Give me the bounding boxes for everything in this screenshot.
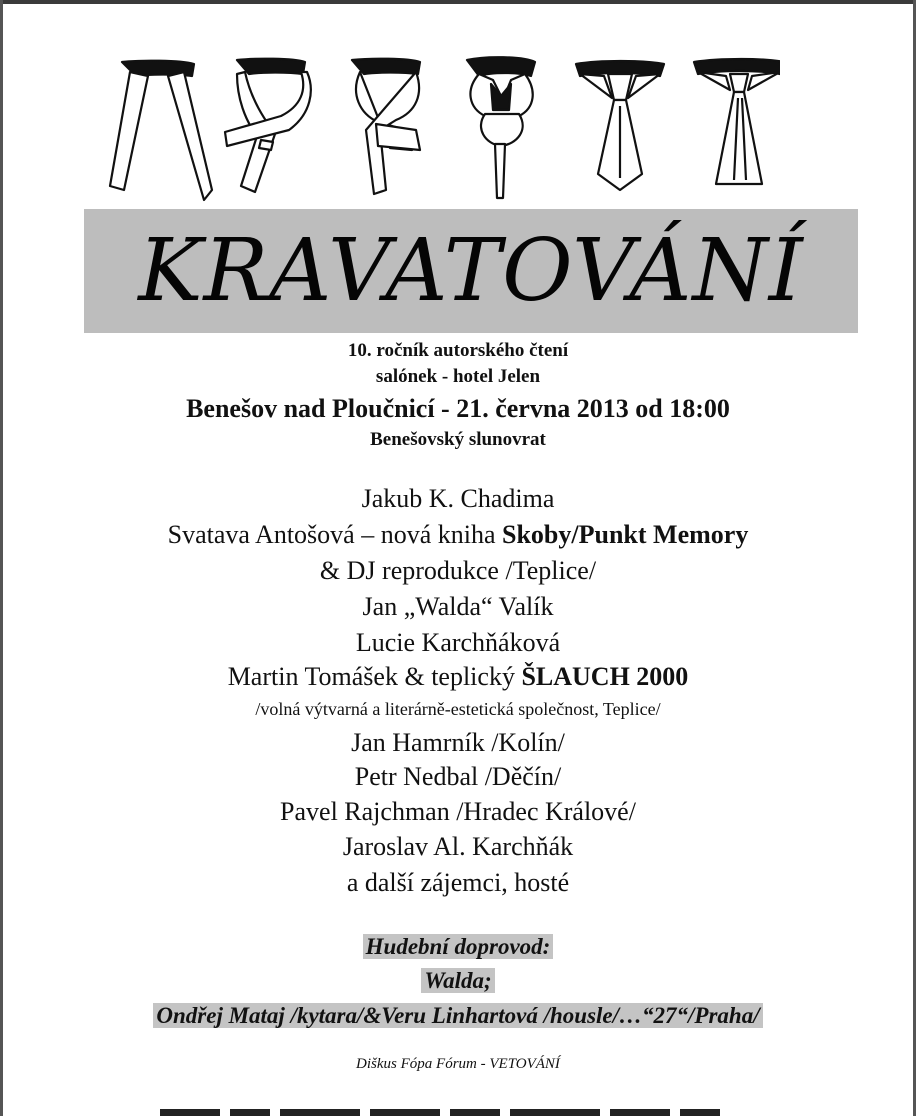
tie-step-3-icon bbox=[352, 59, 420, 194]
top-edge bbox=[0, 0, 916, 4]
performer-6 bbox=[0, 662, 916, 692]
performer-1: Jakub K. Chadima bbox=[361, 484, 555, 513]
edition-line: 10. ročník autorského čtení bbox=[347, 340, 569, 361]
performer-3: & DJ reprodukce /Teplice/ bbox=[319, 556, 597, 585]
music-heading-text: Hudební doprovod: bbox=[363, 934, 554, 959]
cut-off-text-row bbox=[160, 1106, 720, 1116]
music-line-1-text: Walda; bbox=[421, 968, 494, 993]
tie-step-5-icon bbox=[576, 61, 664, 190]
performer-9: Pavel Rajchman /Hradec Králové/ bbox=[280, 797, 636, 826]
poster-title: KRAVATOVÁNÍ bbox=[138, 221, 804, 321]
tie-step-4-icon bbox=[467, 57, 535, 198]
performer-7: Jan Hamrník /Kolín/ bbox=[351, 728, 565, 757]
tie-step-1-icon bbox=[110, 61, 212, 200]
performer-2-book: Skoby/Punkt Memory bbox=[502, 520, 749, 549]
music-line-1 bbox=[0, 968, 916, 994]
performer-10: Jaroslav Al. Karchňák bbox=[342, 832, 574, 861]
tie-step-2-icon bbox=[225, 59, 311, 192]
performer-6-name: Martin Tomášek & teplický bbox=[227, 662, 522, 691]
music-heading bbox=[0, 934, 916, 960]
tie-knot-steps-illustration bbox=[100, 50, 780, 210]
performer-6-group: ŠLAUCH 2000 bbox=[521, 662, 689, 691]
performer-4: Jan „Walda“ Valík bbox=[362, 592, 554, 621]
performer-6-note: /volná výtvarná a literárně-estetická společnost, Teplice/ bbox=[255, 699, 661, 719]
music-line-2-text: Ondřej Mataj /kytara/&Veru Linhartová /housle/…“27“/Praha/ bbox=[153, 1003, 762, 1028]
performer-8: Petr Nedbal /Děčín/ bbox=[354, 762, 562, 791]
footer-text: Diškus Fópa Fórum - VETOVÁNÍ bbox=[356, 1056, 560, 1072]
performer-2-name: Svatava Antošová – nová kniha bbox=[167, 520, 503, 549]
event-name-line: Benešovský slunovrat bbox=[370, 429, 546, 450]
performer-5: Lucie Karchňáková bbox=[355, 628, 561, 657]
music-line-2 bbox=[0, 1003, 916, 1029]
performer-2 bbox=[0, 520, 916, 550]
performer-11: a další zájemci, hosté bbox=[346, 868, 570, 897]
tie-step-6-icon bbox=[694, 59, 780, 184]
venue-line: salónek - hotel Jelen bbox=[375, 366, 541, 387]
location-date-line: Benešov nad Ploučnicí - 21. června 2013 od 18:00 bbox=[186, 394, 730, 423]
